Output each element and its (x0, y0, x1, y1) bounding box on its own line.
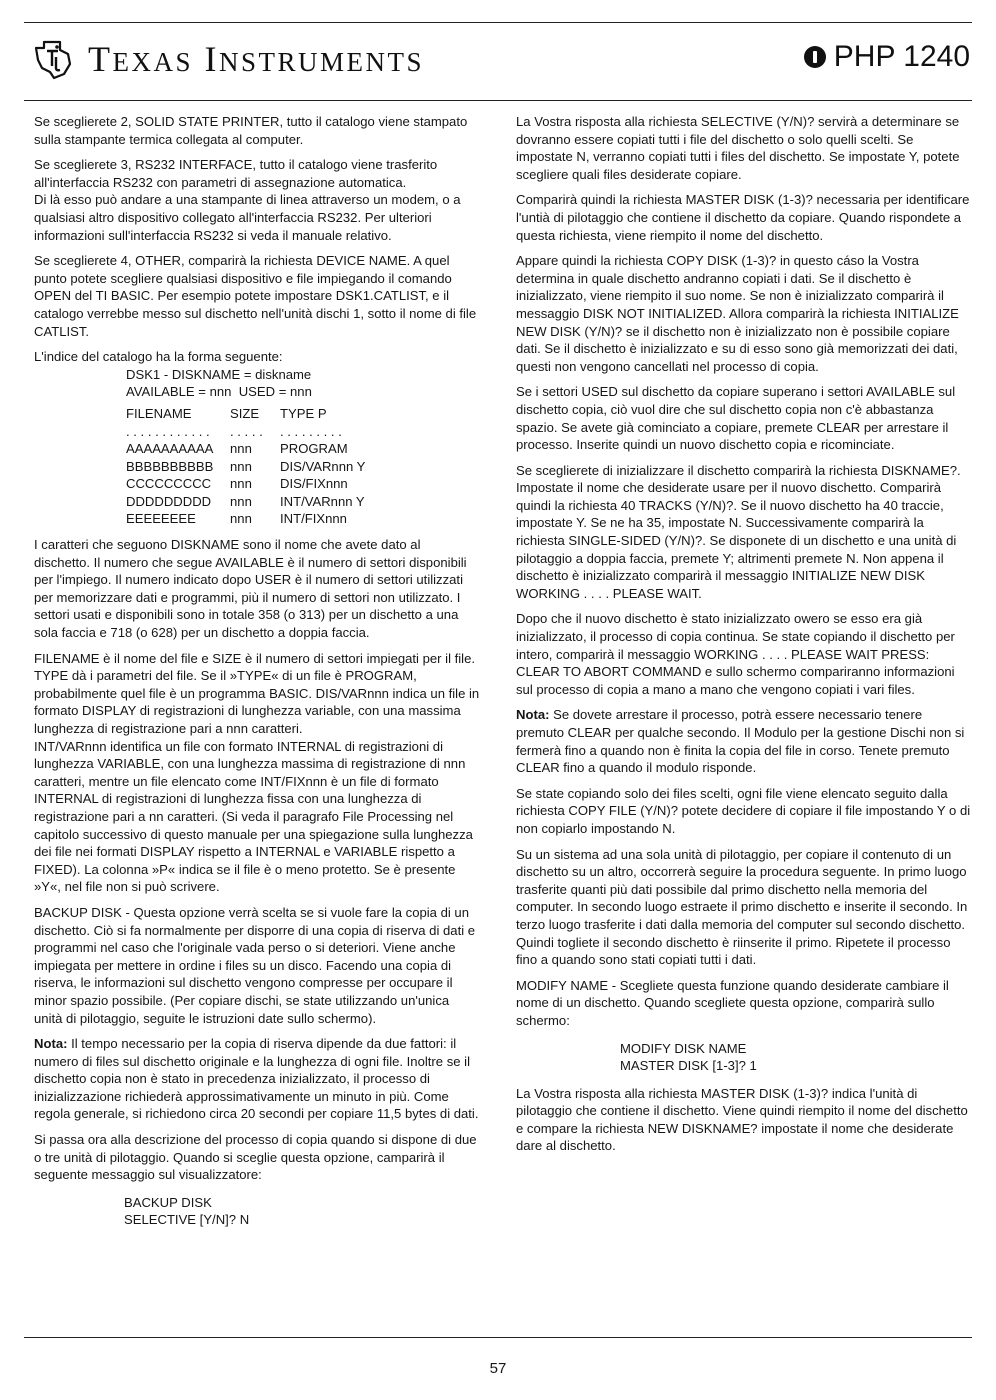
catalog-header-lines (126, 366, 480, 401)
screen-message (124, 1194, 480, 1229)
table-row (126, 458, 365, 476)
table-row (126, 440, 365, 458)
table-row (126, 510, 365, 528)
left-column (34, 113, 480, 1239)
model-label: PHP 1240 (804, 40, 970, 74)
screen-line: MODIFY DISK NAME (620, 1040, 747, 1056)
screen-message (620, 1040, 972, 1075)
footer-rule (24, 1337, 972, 1338)
paragraph: Se sceglierete di inizializzare il dischetto comparirà la richiesta DISKNAME?. Impostate il nome che desiderate usare per il nuovo dischetto. Comparirà quindi la richiesta 40 TRACKS (Y/N)?. Se il nuovo dischetto ha 40 traccie, impostate Y. Se ne ha 35, impostate N. Successivamente comparirà la richiesta SINGLE-SIDED (Y/N)?. Se disponete di un dischetto e una unità di pilotaggio a doppia faccia, premete Y; altrimenti premete N. Non appena il dischetto è inizializzato comparirà il messaggio INITIALIZE NEW DISK WORKING . . . . PLEASE WAIT. (516, 462, 961, 601)
paragraph: L'indice del catalogo ha la forma seguente: (34, 349, 283, 365)
paragraph: Appare quindi la richiesta COPY DISK (1-3)? in questo cáso la Vostra determina in quale dischetto andranno copiati i dati. Se il dischetto è inizializzato, viene riempito il suo nome. Se non è inizializzato comparirà il messaggio DISK NOT INITIALIZED. Allora comparirà la richiesta INITIALIZE NEW DISK (Y/N)? se il dischetto non è inizializzato non è possibile copiare dati. Se il dischetto è inizializzato e su di esso sono già memorizzati dei dati, questi non vengono cancellati nel processo di copia. (516, 253, 959, 374)
catalog-line: AVAILABLE = nnn USED = nnn (126, 384, 312, 400)
cell: nnn (230, 493, 252, 509)
paragraph: Se state copiando solo dei files scelti, ogni file viene elencato seguito dalla richiesta COPY FILE (Y/N)? potete decidere di copiare il file impostando Y o di non copiarlo impostando N. (516, 785, 971, 836)
paragraph: Se sceglierete 4, OTHER, comparirà la richiesta DEVICE NAME. A quel punto potete scegliere qualsiasi dispositivo e file impiegando il comando OPEN del TI BASIC. Per esempio potete impostare DSK1.CATLIST, e il catalogo verrebbe messo sul dischetto nell'unità dischi 1, sotto il nome di file CATLIST. (34, 253, 477, 339)
top-rule (24, 22, 972, 23)
page-number: 57 (489, 1360, 507, 1377)
note-paragraph (516, 706, 972, 776)
page-header (30, 34, 970, 90)
catalog-table (126, 405, 480, 528)
table-row (126, 493, 365, 511)
paragraph: Su un sistema ad una sola unità di pilotaggio, per copiare il contenuto di un dischetto su un altro, occorrerà seguire la procedura seguente. In primo luogo trasferite quanti più dati possibile dal primo dischetto nella memoria del computer. In secondo luogo estraete il primo dischetto e inserite il secondo. In terzo luogo trasferite i dati dalla memoria del computer sul secondo dischetto. Quindi togliete il secondo dischetto è riinserite il primo. Ripetete il processo fino a quando sono stati copiati tutti i dati. (516, 846, 968, 968)
paragraph: Se i settori USED sul dischetto da copiare superano i settori AVAILABLE sul dischetto copia, ciò vuol dire che sul dischetto copia non c'è abbastanza spazio. Se avete già cominciato a copiare, premete CLEAR per arrestare il processo. Inserite quindi un nuovo dischetto copia e ricominciate. (516, 384, 956, 453)
table-header-row (126, 405, 365, 423)
cell: nnn (230, 458, 252, 474)
paragraph: FILENAME è il nome del file e SIZE è il numero di settori impiegati per il file. TYPE dà i parametri del file. Se il »TYPE« di un file è PROGRAM, probabilmente quel file è un programma BASIC. DIS/VARnnn indica un file in formato DISPLAY di registrazioni di lunghezza variable, con una massima lunghezza di registrazione pari a nnn caratteri. (34, 650, 480, 736)
cell: nnn (230, 511, 252, 527)
paragraph: INT/VARnnn identifica un file con formato INTERNAL di registrazioni di lunghezza VARIABLE, con una lunghezza massima di registrazione di nnn caratteri, mentre un file elencato come INT/FIXnnn è un file di formato INTERNAL di registrazioni di lunghezza fissa con una lunghezza di registrazione pari a nn caratteri. (Si veda il paragrafo File Processing nel capitolo successivo di questo manuale per una spiegazione sulla lunghezza dei file nei formati DISPLAY rispetto a INTERNAL e VARIABLE rispetto a FIXED). La colonna »P« indica se il file è o meno protetto. Se è presente »Y«, nel file non si può scrivere. (34, 738, 473, 895)
header-rule (24, 100, 972, 101)
dots: . . . . . (230, 423, 263, 439)
dots: . . . . . . . . . (280, 423, 342, 439)
note-text: Il tempo necessario per la copia di riserva dipende da due fattori: il numero di files sul dischetto originale e la lunghezza di ogni file. Inoltre se il dischetto copia non è stato in precedenza inizializzato, il processo di inizializzazione richiederà approssimativamente un minuto in più. Come regola generale, si richiedono circa 20 secondi per copiare 11,5 bytes di dati. (34, 1036, 479, 1122)
catalog-line: DSK1 - DISKNAME = diskname (126, 366, 312, 382)
column-header: FILENAME (126, 405, 192, 421)
paragraph: I caratteri che seguono DISKNAME sono il nome che avete dato al dischetto. Il numero che segue AVAILABLE è il numero di settori disponibili per l'impiego. Il numero indicato dopo USER è il numero di settori utilizzati per memorizzare dati e programmi, più il numero di settori non utilizzato. I settori usati e disponibili sono in totale 358 (o 313) per un dischetto a una sola faccia e 718 (o 628) per un dischetto a doppia faccia. (34, 537, 467, 641)
cell: nnn (230, 476, 252, 492)
cell: PROGRAM (280, 441, 348, 457)
paragraph: Se sceglierete 2, SOLID STATE PRINTER, tutto il catalogo viene stampato sulla stampante termica collegata al computer. (34, 114, 468, 147)
cell: DDDDDDDDD (126, 493, 212, 509)
right-column (516, 113, 972, 1163)
info-bullet-icon (804, 46, 826, 68)
note-paragraph (34, 1035, 480, 1123)
paragraph: BACKUP DISK - Questa opzione verrà scelta se si vuole fare la copia di un dischetto. Ciò si fa normalmente per disporre di una copia di riserva di dati e programmi nel caso che l'originale vada perso o si deteriori. Viene anche impiegata per mettere in ordine i files su un disco. Facendo una copia di riserva, le informazioni sul dischetto vengono compresse per occupare il minor spazio possibile. (Per copiare dischi, se state utilizzando un'unica unità di pilotaggio, seguite le istruzioni date sullo schermo). (34, 904, 476, 1026)
cell: BBBBBBBBBB (126, 458, 214, 474)
column-header: TYPE P (280, 405, 327, 421)
cell: nnn (230, 441, 252, 457)
brand-name: TEXAS INSTRUMENTS (88, 39, 425, 79)
cell: DIS/FIXnnn (280, 476, 348, 492)
dots: . . . . . . . . . . . . (126, 423, 210, 439)
cell: EEEEEEEE (126, 511, 196, 527)
paragraph: MODIFY NAME - Scegliete questa funzione quando desiderate cambiare il nome di un dischetto. Quando scegliete questa opzione, comparirà sullo schermo: (516, 977, 949, 1028)
paragraph: Dopo che il nuovo dischetto è stato inizializzato owero se esso era già inizializzato, il processo di copia continua. Se state copiando il dischetto per intero, comparirà il messaggio WORKING . . . . PLEASE WAIT PRESS: CLEAR TO ABORT COMMAND e sullo schermo compariranno informazioni sul processo di copia a mano a mano che vengono copiati i vari files. (516, 611, 955, 697)
cell: INT/VARnnn Y (280, 493, 365, 509)
texas-instruments-logo-icon (30, 36, 76, 82)
screen-line: BACKUP DISK (124, 1194, 212, 1210)
paragraph: Si passa ora alla descrizione del processo di copia quando si dispone di due o tre unità di pilotaggio. Quando si sceglie questa opzione, camparirà il seguente messaggio sul visualizzatore: (34, 1132, 477, 1183)
table-row (126, 475, 365, 493)
cell: INT/FIXnnn (280, 511, 347, 527)
paragraph: Di là esso può andare a una stampante di linea attraverso un modem, o a qualsiasi altro dispositivo collegato all'interfaccia RS232. Per ulteriori informazioni sull'interfaccia RS232 si veda il manuale relativo. (34, 192, 461, 243)
paragraph: Se sceglierete 3, RS232 INTERFACE, tutto il catalogo viene trasferito all'interfaccia RS232 con parametri di assegnazione automatica. (34, 157, 438, 190)
screen-line: SELECTIVE [Y/N]? N (124, 1212, 250, 1228)
screen-line: MASTER DISK [1-3]? 1 (620, 1058, 757, 1074)
paragraph: Comparirà quindi la richiesta MASTER DISK (1-3)? necessaria per identificare l'untià di pilotaggio che contiene il dischetto da copiare. Quando rispondete a questa richiesta, viene riempito il nome del dischetto. (516, 192, 970, 243)
cell: AAAAAAAAAA (126, 441, 214, 457)
column-header: SIZE (230, 405, 260, 421)
note-label: Nota: (516, 707, 550, 723)
paragraph: La Vostra risposta alla richiesta SELECTIVE (Y/N)? servirà a determinare se dovranno essere copiati tutti i file del dischetto o solo quelli scelti. Se impostate N, verranno copiati tutti i files del dischetto. Se impostate Y, potete scegliere quali files desiderate copiare. (516, 114, 960, 182)
cell: CCCCCCCCC (126, 476, 212, 492)
note-text: Se dovete arrestare il processo, potrà essere necessario tenere premuto CLEAR per qualche secondo. Il Modulo per la gestione Dischi non si fermerà fino a quando non è finita la copia del file in corso. Tenete premuto CLEAR fino a quando il modulo risponde. (516, 707, 965, 776)
table-row (126, 423, 365, 441)
paragraph: La Vostra risposta alla richiesta MASTER DISK (1-3)? indica l'unità di pilotaggio che contiene il dischetto. Viene quindi riempito il nome del dischetto e compare la richiesta NEW DISKNAME? impostate il nome che desiderate dare al dischetto. (516, 1085, 968, 1154)
cell: DIS/VARnnn Y (280, 458, 366, 474)
note-label: Nota: (34, 1036, 68, 1052)
